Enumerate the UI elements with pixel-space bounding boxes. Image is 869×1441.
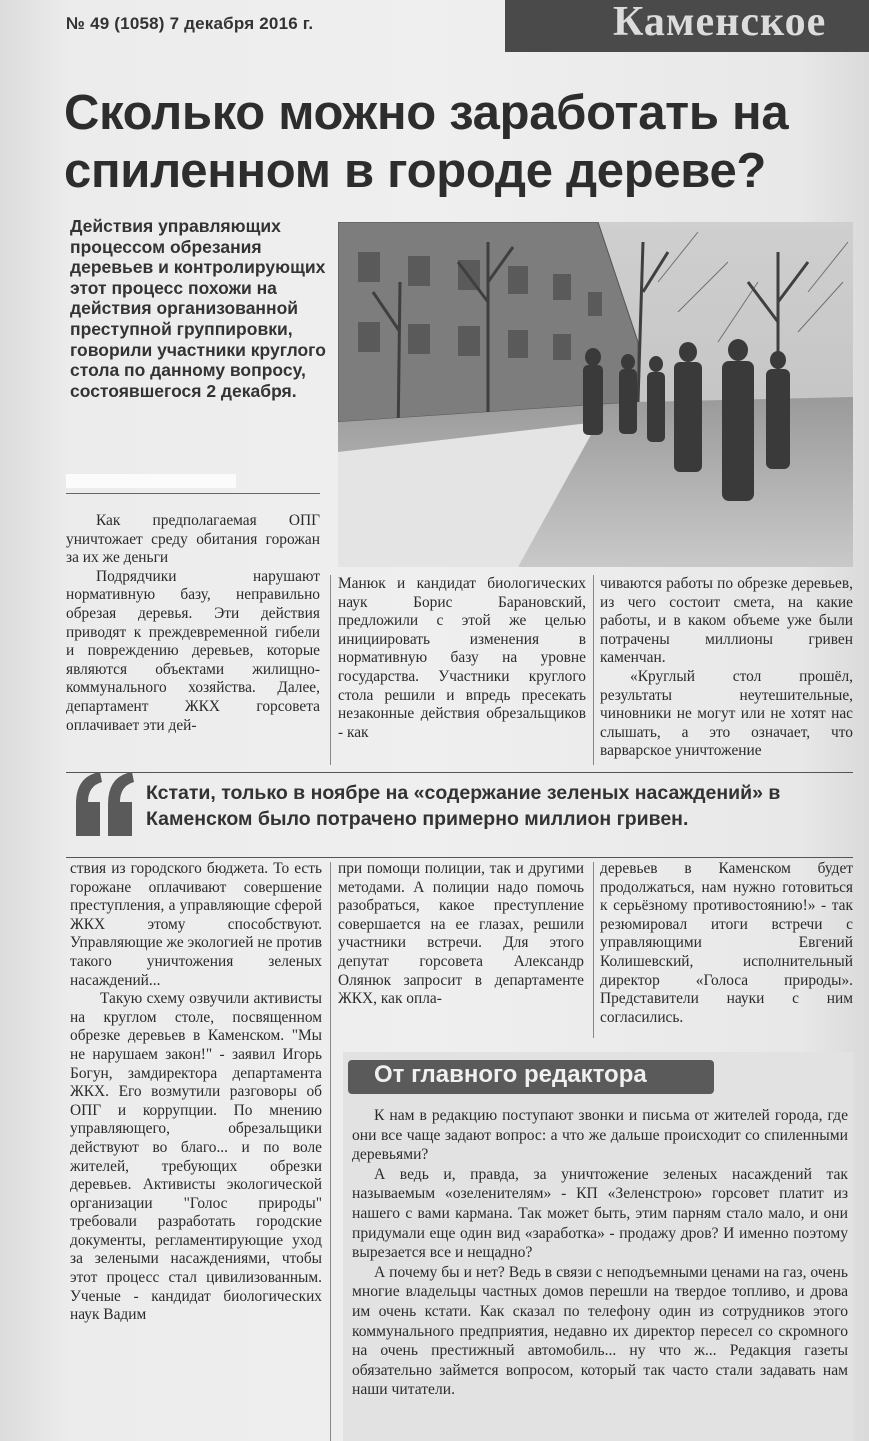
- body-paragraph: Такую схему озвучили активисты на круглом столе, посвященном обрезке деревьев в Каменском. "Мы не нарушаем закон!" - заявил Игорь Богун, замдиректора департамента ЖКХ. Его возмутили разговоры об ОПГ и коррупции. По мнению управляющего, обрезальщики действуют во благо... и по воле жителей, требующих обрезки деревьев. Активисты экологической организации "Голос природы" требовали разработать городские документы, регламентирующие уход за зелеными насаждениями, чтобы этот процесс стал цивилизованным. Ученые - кандидат биологических наук Вадим: [70, 990, 322, 1324]
- column-rule: [330, 862, 331, 1441]
- body-paragraph: чиваются работы по обрезке деревьев, из чего состоит смета, на какие работы, и в каком объеме уже были потрачены миллионы гривен каменчан.: [600, 575, 853, 667]
- subheading-paragraph: Как предполагаемая ОПГ уничтожает среду обитания горожан за их же деньги: [66, 512, 320, 567]
- headline: Сколько можно заработать на спиленном в городе дереве?: [64, 86, 789, 198]
- photo-illustration: [338, 222, 853, 567]
- column-rule: [330, 575, 331, 765]
- column-rule: [593, 862, 594, 1038]
- column-1-bottom: [70, 860, 322, 1325]
- editor-paragraph: А почему бы и нет? Ведь в связи с неподъемными ценами на газ, очень многие владельцы частных домов перешли на твердое топливо, и дрова им очень кстати. Как сказал по телефону один из сотрудников этого коммунального предприятия, недавно их директор пересел со скромного на очень престижный автомобиль... ну что ж... Редакция газеты обязательно займется вопросом, который так часто стали задавать нам наши читатели.: [352, 1263, 848, 1399]
- issue-line: № 49 (1058) 7 декабря 2016 г.: [66, 14, 314, 33]
- masthead-title: Каменское: [613, 0, 827, 45]
- column-2-bottom: [338, 860, 584, 1009]
- blank-strip: [66, 474, 236, 488]
- body-paragraph: «Круглый стол прошёл, результаты неутешительные, чиновники не могут или не хотят нас слышать, а это означает, что варварское уничтожение: [600, 667, 853, 760]
- body-paragraph: при помощи полиции, так и другими методами. А полиции надо помочь разобраться, какое преступление совершается на ее глазах, решили участники встречи. Для этого депутат горсовета Александр Олянюк запросит в департаменте ЖКХ, как опла-: [338, 860, 584, 1008]
- body-paragraph: ствия из городского бюджета. То есть горожане оплачивают совершение преступления, а управляющие сферой ЖКХ этому способствуют. Управляющие же экологией не против такого уничтожения зеленых насаждений...: [70, 860, 322, 989]
- divider: [66, 493, 320, 494]
- editor-heading: От главного редактора: [374, 1061, 647, 1088]
- editor-text: [352, 1106, 848, 1400]
- editor-paragraph: А ведь и, правда, за уничтожение зеленых насаждений так называемым «озеленителям» - КП «Зеленстрою» горсовет платит из нашего с вами кармана. Так может быть, этим парням стало мало, и они придумали еще один вид «заработка» - продажу дров? И именно поэтому вырезается все и нещадно?: [352, 1165, 848, 1262]
- editor-paragraph: К нам в редакцию поступают звонки и письма от жителей города, где они все чаще задают вопрос: а что же дальше происходит со спиленными деревьями?: [352, 1107, 848, 1164]
- street-photo: [338, 222, 853, 567]
- editor-heading-bar: [348, 1060, 714, 1094]
- column-3-bottom: [600, 860, 853, 1027]
- pull-quote: Кстати, только в ноябре на «содержание зеленых насаждений» в Каменском было потрачено примерно миллион гривен.: [146, 782, 781, 830]
- column-2-top: [338, 575, 586, 742]
- lead-paragraph: Действия управляющих процессом обрезания деревьев и контролирующих этот процесс похожи на действия организованной преступной группировки, говорили участники круглого стола по данному вопросу, состоявшегося 2 декабря.: [70, 216, 326, 401]
- column-3-top: [600, 575, 853, 761]
- body-paragraph: Манюк и кандидат биологических наук Борис Барановский, предложили с этой же целью инициировать изменения в нормативную базу на уровне государства. Участники круглого стола решили и впредь пресекать незаконные действия обрезальщиков - как: [338, 575, 586, 741]
- body-paragraph: Подрядчики нарушают нормативную базу, неправильно обрезая деревья. Эти действия приводят к преждевременной гибели и повреждению деревьев, которые являются объектами жилищно-коммунального хозяйства. Далее, департамент ЖКХ горсовета оплачивает эти дей-: [66, 567, 320, 734]
- quote-mark-icon: [72, 770, 138, 840]
- column-1-top: [66, 512, 320, 735]
- masthead: [505, 0, 869, 52]
- column-rule: [593, 575, 594, 765]
- body-paragraph: деревьев в Каменском будет продолжаться, нам нужно готовиться к серьёзному противостоянию!» - так резюмировал итоги встречи с управляющими Евгений Колишевский, исполнительный директор «Голоса природы». Представители науки с ним согласились.: [600, 860, 853, 1026]
